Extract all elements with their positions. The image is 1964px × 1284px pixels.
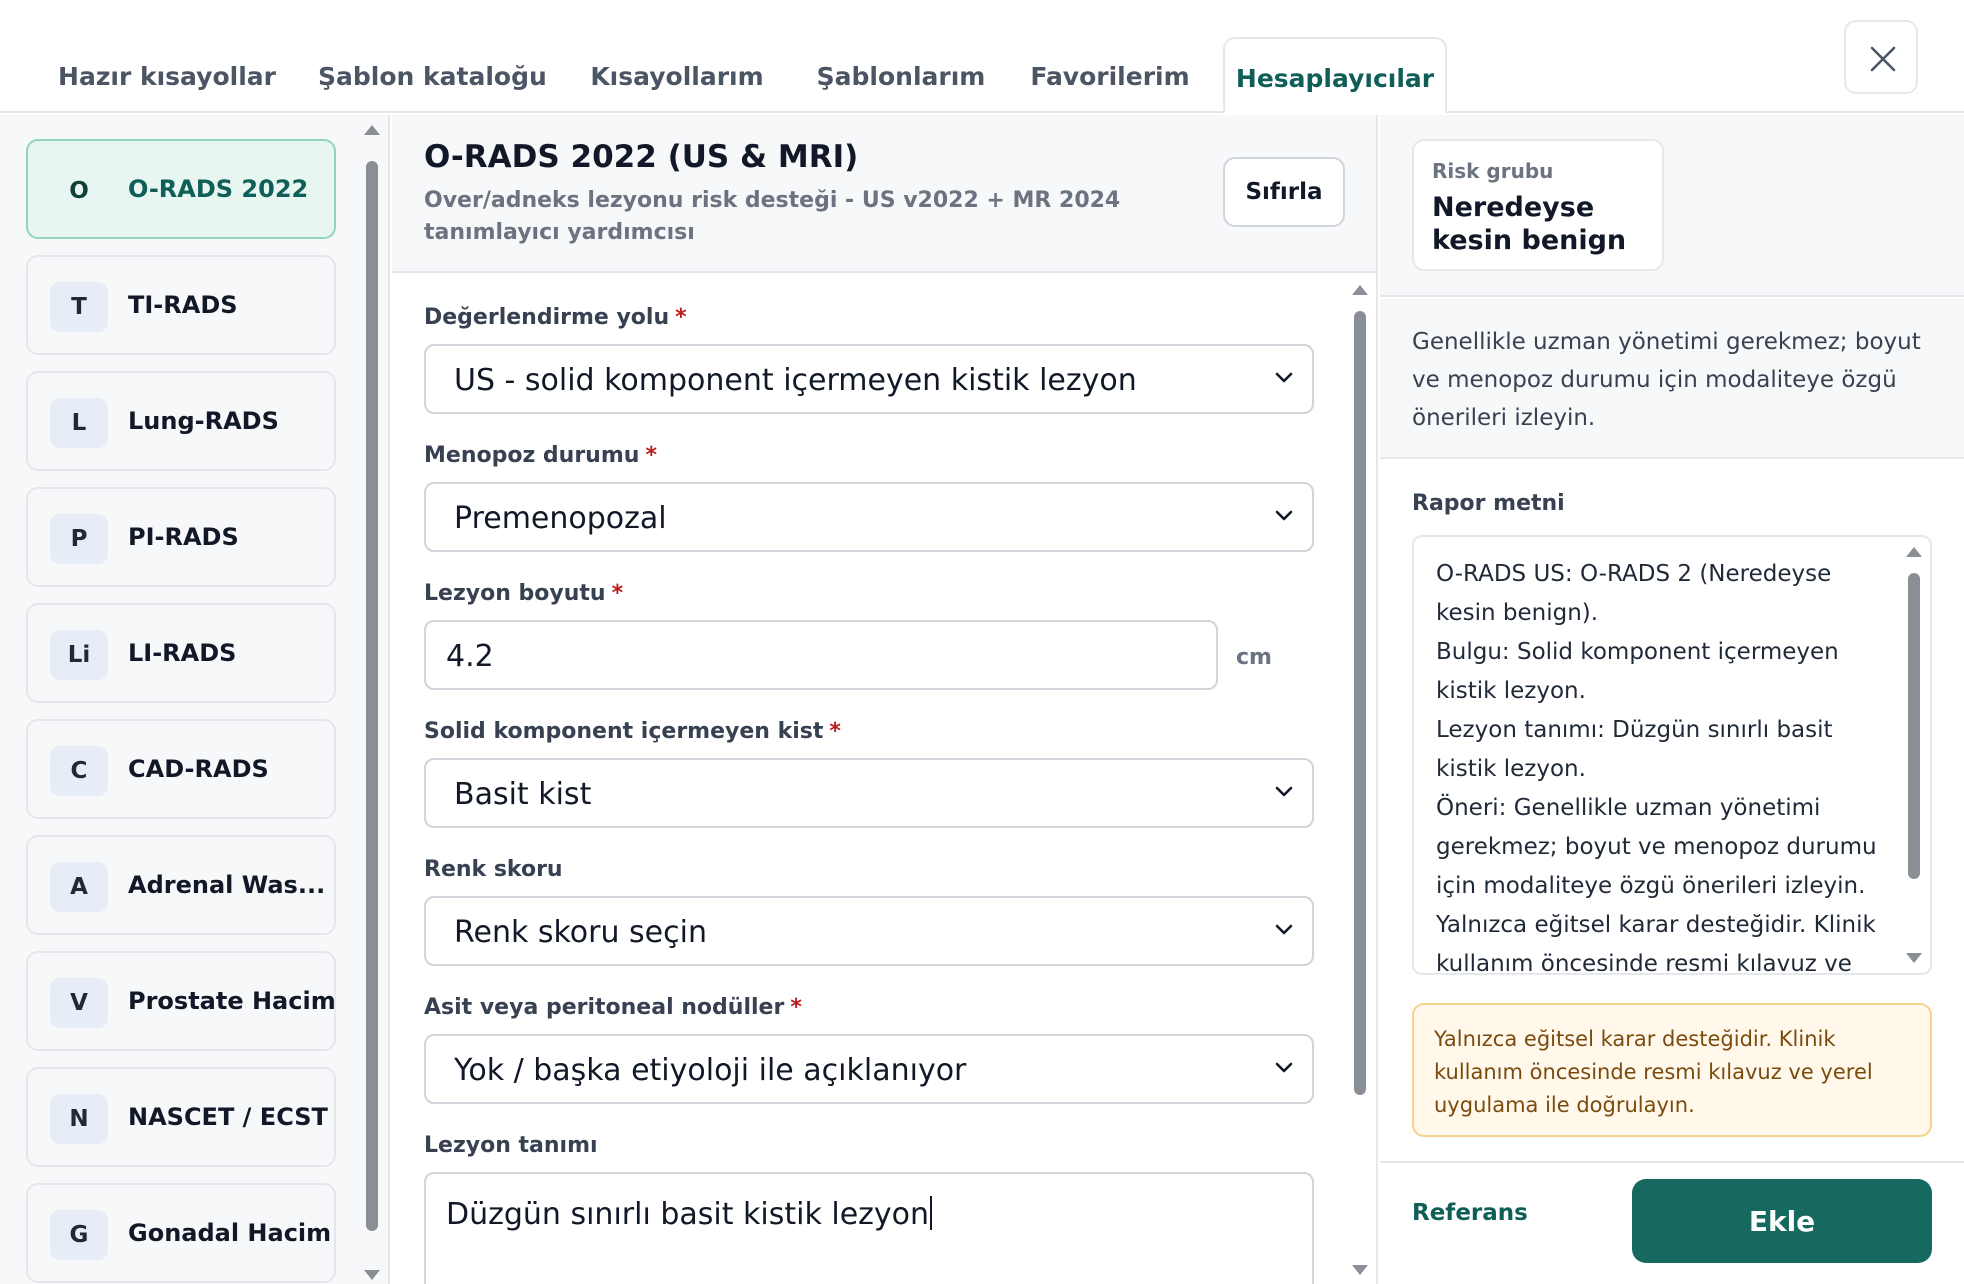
select-value: Basit kist — [454, 777, 592, 812]
tab-kisayollarim[interactable]: Kısayollarım — [590, 62, 764, 91]
calc-label: PI-RADS — [128, 523, 239, 551]
chevron-down-icon — [1274, 785, 1294, 799]
select-value: Yok / başka etiyoloji ile açıklanıyor — [454, 1053, 967, 1088]
required-mark: * — [790, 995, 802, 1020]
calc-badge: G — [50, 1210, 108, 1260]
chevron-down-icon — [1274, 1061, 1294, 1075]
calc-badge: C — [50, 746, 108, 796]
calc-label: NASCET / ECST — [128, 1103, 328, 1131]
chevron-down-icon — [1274, 509, 1294, 523]
calc-badge: T — [50, 282, 108, 332]
reference-link[interactable]: Referans — [1412, 1200, 1528, 1226]
required-mark: * — [645, 443, 657, 468]
calc-badge: N — [50, 1094, 108, 1144]
tab-hesaplayicilar[interactable]: Hesaplayıcılar — [1223, 37, 1447, 114]
select-value: Premenopozal — [454, 501, 667, 536]
result-panel — [1380, 115, 1964, 1284]
scroll-down-icon[interactable] — [364, 1270, 380, 1280]
risk-group-value: Neredeyse kesin benign — [1432, 192, 1627, 256]
report-line: kistik lezyon. — [1436, 756, 1586, 782]
scrollbar-thumb[interactable] — [1908, 573, 1920, 879]
calculator-sidebar — [0, 115, 390, 1284]
calc-label: TI-RADS — [128, 291, 238, 319]
required-mark: * — [829, 719, 841, 744]
calc-label: CAD-RADS — [128, 755, 269, 783]
textarea-value: Düzgün sınırlı basit kistik lezyon — [446, 1196, 932, 1232]
risk-description — [1380, 299, 1964, 459]
lesion-size-label: Lezyon boyutu * — [424, 581, 624, 606]
scroll-up-icon[interactable] — [1906, 547, 1922, 557]
report-scrollbar[interactable] — [1908, 547, 1920, 967]
report-text-area[interactable] — [1412, 535, 1932, 975]
calc-badge: L — [50, 398, 108, 448]
report-line: Öneri: Genellikle uzman yönetimi — [1436, 795, 1821, 821]
cyst-type-select[interactable] — [424, 758, 1314, 828]
assessment-path-select[interactable] — [424, 344, 1314, 414]
risk-header — [1380, 115, 1964, 297]
scrollbar-thumb[interactable] — [1354, 311, 1366, 1095]
sidebar-item-pirads[interactable] — [26, 487, 336, 587]
lesion-description-label: Lezyon tanımı — [424, 1133, 598, 1158]
calc-label: Lung-RADS — [128, 407, 279, 435]
menopause-select[interactable] — [424, 482, 1314, 552]
sidebar-item-lungrads[interactable] — [26, 371, 336, 471]
disclaimer-text: Yalnızca eğitsel karar desteğidir. Klinik kullanım öncesinde resmi kılavuz ve yerel uygulama ile doğrulayın. — [1434, 1027, 1873, 1117]
risk-description-text: Genellikle uzman yönetimi gerekmez; boyut ve menopoz durumu için modaliteye özgü önerileri izleyin. — [1412, 329, 1921, 431]
input-value: 4.2 — [446, 639, 494, 674]
calc-label: LI-RADS — [128, 639, 237, 667]
calc-badge: A — [50, 862, 108, 912]
calculator-header — [392, 115, 1378, 273]
scroll-down-icon[interactable] — [1906, 953, 1922, 963]
tab-bar — [0, 0, 1964, 113]
sidebar-item-lirads[interactable] — [26, 603, 336, 703]
report-line: kistik lezyon. — [1436, 678, 1586, 704]
scroll-up-icon[interactable] — [1352, 285, 1368, 295]
report-line: O-RADS US: O-RADS 2 (Neredeyse — [1436, 561, 1832, 587]
report-line: için modaliteye özgü önerileri izleyin. — [1436, 873, 1866, 899]
calc-badge: O — [69, 178, 89, 204]
sidebar-item-adrenal-washout[interactable] — [26, 835, 336, 935]
sidebar-item-tirads[interactable] — [26, 255, 336, 355]
sidebar-item-cadrads[interactable] — [26, 719, 336, 819]
form-scrollbar[interactable] — [1354, 285, 1366, 1277]
add-button[interactable]: Ekle — [1632, 1179, 1932, 1263]
path-label: Değerlendirme yolu * — [424, 305, 687, 330]
tab-sablonlarim[interactable]: Şablonlarım — [816, 62, 986, 91]
disclaimer-box — [1412, 1003, 1932, 1137]
report-line: gerekmez; boyut ve menopoz durumu — [1436, 834, 1877, 860]
report-line: Yalnızca eğitsel karar desteğidir. Klinik — [1436, 912, 1876, 938]
report-line: Lezyon tanımı: Düzgün sınırlı basit — [1436, 717, 1833, 743]
chevron-down-icon — [1274, 371, 1294, 385]
close-icon — [1870, 46, 1896, 72]
sidebar-scrollbar[interactable] — [366, 125, 378, 1275]
ascites-label: Asit veya peritoneal nodüller * — [424, 995, 802, 1020]
required-mark: * — [675, 305, 687, 330]
select-value: US - solid komponent içermeyen kistik lezyon — [454, 363, 1137, 398]
size-unit: cm — [1236, 645, 1272, 670]
menopause-label: Menopoz durumu * — [424, 443, 657, 468]
color-score-select[interactable] — [424, 896, 1314, 966]
calc-badge: Li — [50, 630, 108, 680]
chevron-down-icon — [1274, 923, 1294, 937]
ascites-select[interactable] — [424, 1034, 1314, 1104]
risk-group-card — [1412, 139, 1664, 271]
lesion-size-input[interactable] — [424, 620, 1218, 690]
color-score-label: Renk skoru — [424, 857, 563, 882]
calculator-title: O-RADS 2022 (US & MRI) — [424, 139, 859, 175]
calc-label: Prostate Hacim — [128, 987, 336, 1015]
calc-label: Gonadal Hacim — [128, 1219, 332, 1247]
report-line: kesin benign). — [1436, 600, 1599, 626]
report-line: kullanım öncesinde resmi kılavuz ve — [1436, 951, 1852, 975]
scroll-up-icon[interactable] — [364, 125, 380, 135]
tab-hazir-kisayollar[interactable]: Hazır kısayollar — [58, 62, 276, 91]
tab-sablon-katalogu[interactable]: Şablon kataloğu — [318, 62, 547, 91]
calc-badge: V — [50, 978, 108, 1028]
calculator-subtitle: Over/adneks lezyonu risk desteği - US v2022 + MR 2024 tanımlayıcı yardımcısı — [424, 188, 1121, 245]
sidebar-item-prostate-volume[interactable] — [26, 951, 336, 1051]
scroll-down-icon[interactable] — [1352, 1265, 1368, 1275]
calc-label: Adrenal Was... — [128, 871, 326, 899]
cyst-type-label: Solid komponent içermeyen kist * — [424, 719, 841, 744]
required-mark: * — [611, 581, 624, 606]
tab-favorilerim[interactable]: Favorilerim — [1030, 62, 1190, 91]
calc-badge: P — [50, 514, 108, 564]
close-button[interactable] — [1844, 20, 1918, 94]
report-line: Bulgu: Solid komponent içermeyen — [1436, 639, 1839, 665]
text-caret — [930, 1196, 932, 1230]
result-footer — [1380, 1161, 1964, 1284]
lesion-description-textarea[interactable] — [424, 1172, 1314, 1284]
scrollbar-thumb[interactable] — [366, 161, 378, 1231]
reset-button[interactable]: Sıfırla — [1223, 157, 1345, 227]
select-value: Renk skoru seçin — [454, 915, 707, 950]
sidebar-item-gonadal-volume[interactable] — [26, 1183, 336, 1283]
risk-group-label: Risk grubu — [1432, 159, 1554, 183]
sidebar-item-nascet[interactable] — [26, 1067, 336, 1167]
sidebar-item-orads[interactable] — [26, 139, 336, 239]
calc-label: O-RADS 2022 — [128, 175, 309, 203]
calculator-form-panel — [392, 115, 1378, 1284]
report-text-label: Rapor metni — [1412, 491, 1565, 516]
